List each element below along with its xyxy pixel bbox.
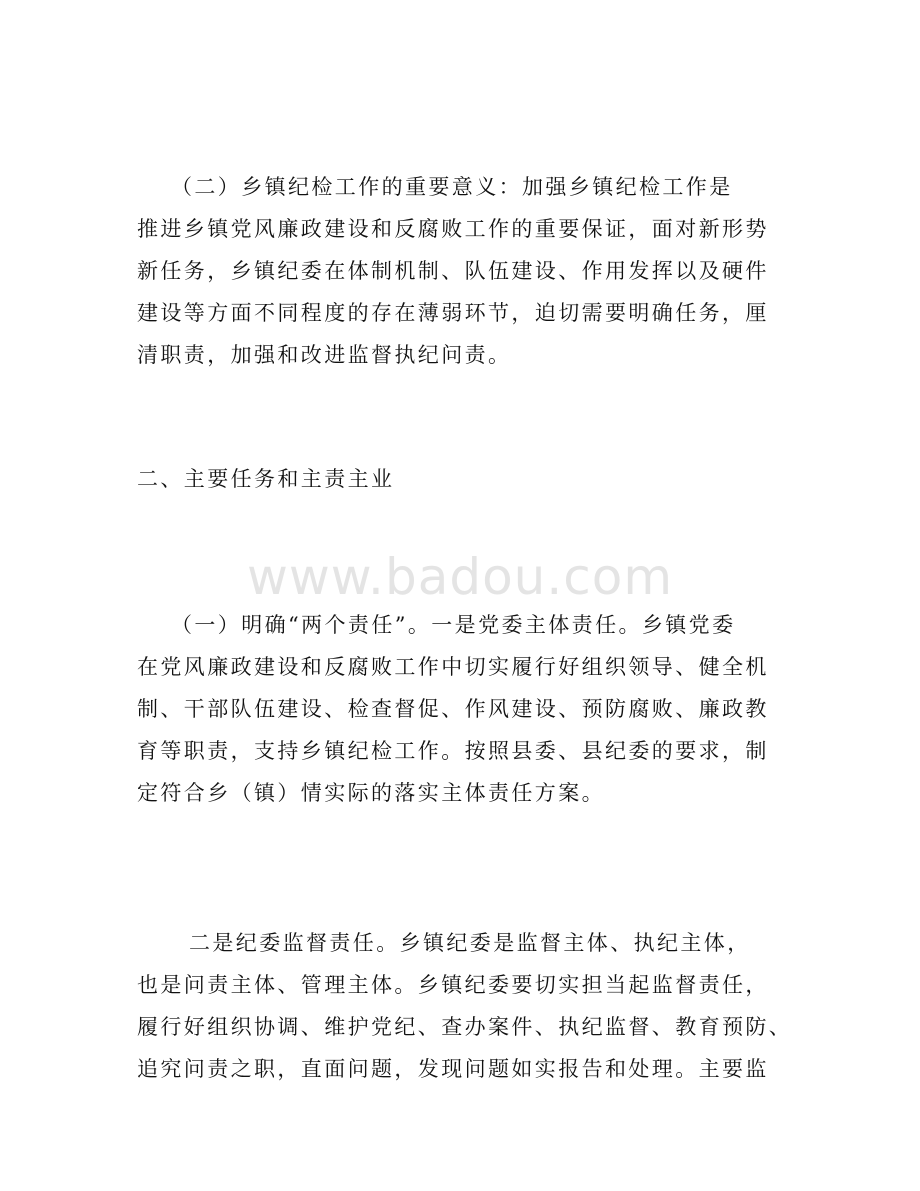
paragraph-line: 定符合乡（镇）情实际的落实主体责任方案。 [137,781,605,805]
paragraph-line: 履行好组织协调、维护党纪、查办案件、执纪监督、教育预防、 [137,1015,793,1039]
paragraph-line: 在党风廉政建设和反腐败工作中切实履行好组织领导、健全机 [137,655,769,679]
paragraph-line: 清职责，加强和改进监督执纪问责。 [137,343,512,367]
paragraph-significance [137,166,797,376]
paragraph-two-responsibilities [137,604,797,814]
paragraph-line: 新任务，乡镇纪委在体制机制、队伍建设、作用发挥以及硬件 [137,259,769,283]
paragraph-supervision-responsibility [137,922,797,1090]
section-heading [137,458,797,500]
paragraph-line: 推进乡镇党风廉政建设和反腐败工作的重要保证，面对新形势 [137,217,769,241]
paragraph-line: 育等职责，支持乡镇纪检工作。按照县委、县纪委的要求，制 [137,739,769,763]
watermark: www.badou.com [246,548,674,606]
paragraph-line: 制、干部队伍建设、检查督促、作风建设、预防腐败、廉政教 [137,697,769,721]
section-heading-text: 二、主要任务和主责主业 [137,467,395,491]
paragraph-line: 追究问责之职，直面问题，发现问题如实报告和处理。主要监 [137,1057,769,1081]
paragraph-line: （一）明确“两个责任”。一是党委主体责任。乡镇党委 [171,613,736,637]
paragraph-line: 也是问责主体、管理主体。乡镇纪委要切实担当起监督责任， [137,973,769,997]
paragraph-line: 建设等方面不同程度的存在薄弱环节，迫切需要明确任务，厘 [137,301,769,325]
paragraph-line: （二）乡镇纪检工作的重要意义：加强乡镇纪检工作是 [171,175,733,199]
paragraph-line: 二是纪委监督责任。乡镇纪委是监督主体、执纪主体， [189,931,751,955]
